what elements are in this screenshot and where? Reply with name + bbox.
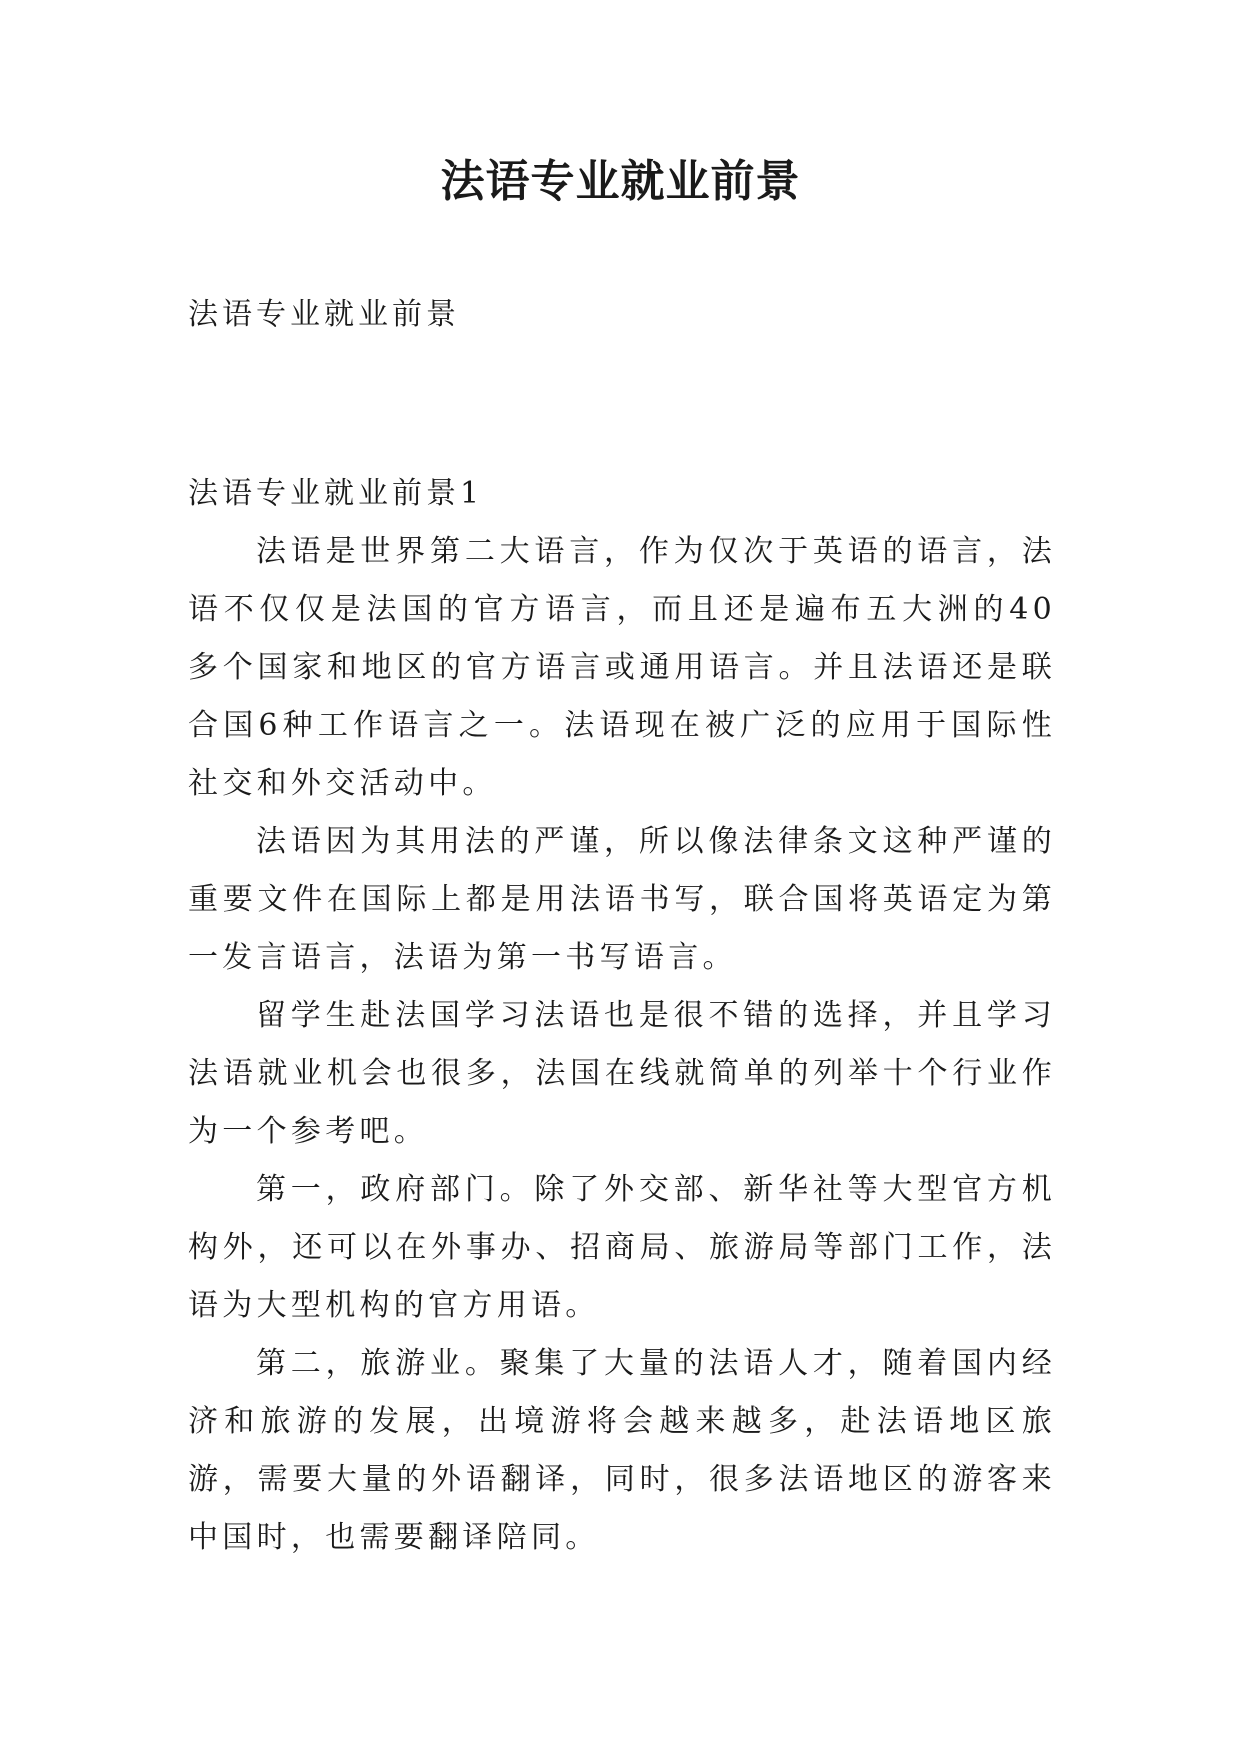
paragraph-3: 留学生赴法国学习法语也是很不错的选择，并且学习法语就业机会也很多，法国在线就简单的列举十个行业作为一个参考吧。 bbox=[188, 998, 1056, 1149]
paragraph-5: 第二，旅游业。聚集了大量的法语人才，随着国内经济和旅游的发展，出境游将会越来越多，赴法语地区旅游，需要大量的外语翻译，同时，很多法语地区的游客来中国时，也需要翻译陪同。 bbox=[188, 1346, 1056, 1555]
document-title: 法语专业就业前景 bbox=[440, 156, 801, 207]
paragraph-4: 第一，政府部门。除了外交部、新华社等大型官方机构外，还可以在外事办、招商局、旅游局等部门工作，法语为大型机构的官方用语。 bbox=[188, 1172, 1056, 1323]
document-body bbox=[188, 465, 1056, 1567]
paragraph-2: 法语因为其用法的严谨，所以像法律条文这种严谨的重要文件在国际上都是用法语书写，联合国将英语定为第一发言语言，法语为第一书写语言。 bbox=[188, 824, 1056, 975]
section-heading: 法语专业就业前景1 bbox=[188, 476, 484, 511]
document-subtitle: 法语专业就业前景 bbox=[188, 297, 460, 332]
paragraph-1: 法语是世界第二大语言，作为仅次于英语的语言，法语不仅仅是法国的官方语言，而且还是遍布五大洲的40多个国家和地区的官方语言或通用语言。并且法语还是联合国6种工作语言之一。法语现在被广泛的应用于国际性社交和外交活动中。 bbox=[188, 534, 1056, 801]
